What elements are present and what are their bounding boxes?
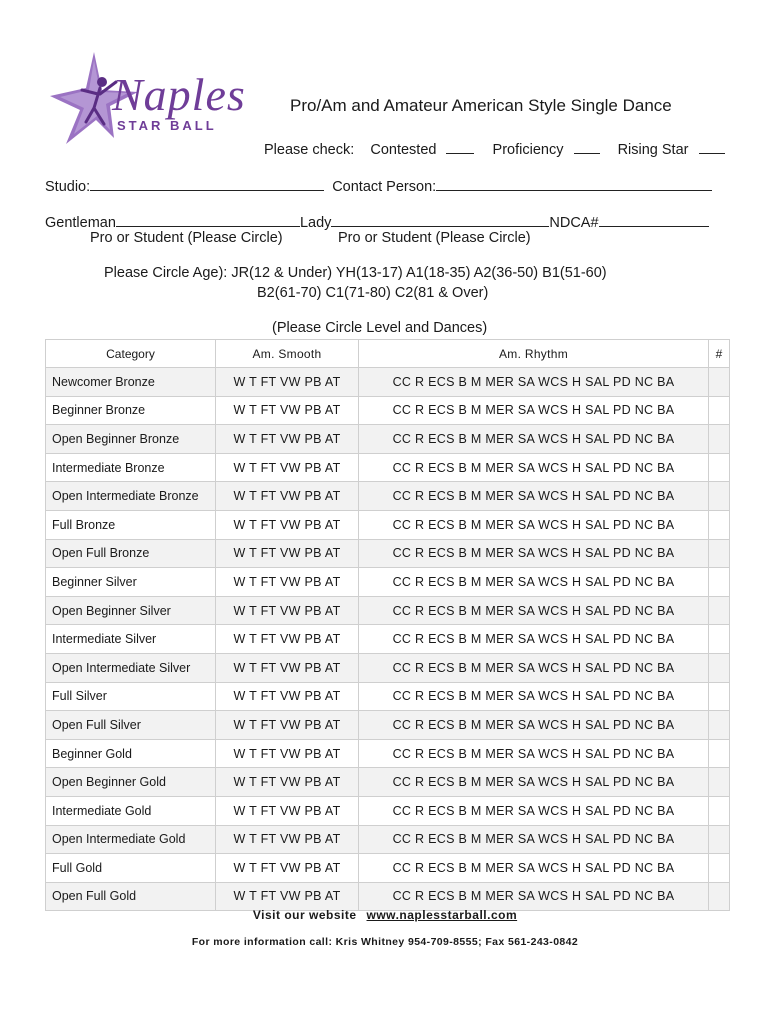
category-cell: Open Beginner Gold: [46, 768, 216, 797]
header-rhythm: Am. Rhythm: [359, 340, 709, 368]
table-row: [46, 739, 730, 768]
smooth-dances-cell[interactable]: W T FT VW PB AT: [216, 368, 359, 397]
entry-number-cell[interactable]: [709, 510, 730, 539]
rhythm-dances-cell[interactable]: CC R ECS B M MER SA WCS H SAL PD NC BA: [359, 368, 709, 397]
smooth-dances-cell[interactable]: W T FT VW PB AT: [216, 482, 359, 511]
entry-number-cell[interactable]: [709, 453, 730, 482]
smooth-dances-cell[interactable]: W T FT VW PB AT: [216, 882, 359, 911]
gentleman-pro-student: Pro or Student (Please Circle): [90, 230, 283, 246]
dance-table: [45, 339, 730, 911]
entry-number-cell[interactable]: [709, 396, 730, 425]
entry-number-cell[interactable]: [709, 854, 730, 883]
gentleman-field[interactable]: [116, 212, 300, 227]
rhythm-dances-cell[interactable]: CC R ECS B M MER SA WCS H SAL PD NC BA: [359, 596, 709, 625]
lady-pro-student: Pro or Student (Please Circle): [338, 230, 531, 246]
table-row: [46, 768, 730, 797]
age-line-2: B2(61-70) C1(71-80) C2(81 & Over): [257, 285, 489, 301]
category-cell: Open Intermediate Bronze: [46, 482, 216, 511]
category-cell: Open Intermediate Silver: [46, 653, 216, 682]
category-cell: Open Beginner Silver: [46, 596, 216, 625]
contact-label: Contact Person:: [332, 179, 437, 195]
category-cell: Beginner Gold: [46, 739, 216, 768]
table-row: [46, 854, 730, 883]
smooth-dances-cell[interactable]: W T FT VW PB AT: [216, 596, 359, 625]
studio-row: [45, 176, 712, 195]
option-rising-star: Rising Star: [617, 142, 689, 158]
smooth-dances-cell[interactable]: W T FT VW PB AT: [216, 510, 359, 539]
category-cell: Full Bronze: [46, 510, 216, 539]
gentleman-label: Gentleman: [45, 215, 116, 231]
rhythm-dances-cell[interactable]: CC R ECS B M MER SA WCS H SAL PD NC BA: [359, 653, 709, 682]
check-prompt: Please check:: [264, 142, 355, 158]
entry-number-cell[interactable]: [709, 539, 730, 568]
website-line: [0, 908, 770, 922]
category-cell: Full Gold: [46, 854, 216, 883]
smooth-dances-cell[interactable]: W T FT VW PB AT: [216, 825, 359, 854]
table-row: [46, 510, 730, 539]
entry-number-cell[interactable]: [709, 568, 730, 597]
rhythm-dances-cell[interactable]: CC R ECS B M MER SA WCS H SAL PD NC BA: [359, 482, 709, 511]
logo-subtitle: STAR BALL: [117, 118, 217, 133]
rhythm-dances-cell[interactable]: CC R ECS B M MER SA WCS H SAL PD NC BA: [359, 682, 709, 711]
rhythm-dances-cell[interactable]: CC R ECS B M MER SA WCS H SAL PD NC BA: [359, 768, 709, 797]
rhythm-dances-cell[interactable]: CC R ECS B M MER SA WCS H SAL PD NC BA: [359, 396, 709, 425]
rhythm-dances-cell[interactable]: CC R ECS B M MER SA WCS H SAL PD NC BA: [359, 854, 709, 883]
rhythm-dances-cell[interactable]: CC R ECS B M MER SA WCS H SAL PD NC BA: [359, 568, 709, 597]
smooth-dances-cell[interactable]: W T FT VW PB AT: [216, 653, 359, 682]
studio-label: Studio:: [45, 179, 91, 195]
category-cell: Intermediate Bronze: [46, 453, 216, 482]
rhythm-dances-cell[interactable]: CC R ECS B M MER SA WCS H SAL PD NC BA: [359, 453, 709, 482]
category-cell: Beginner Bronze: [46, 396, 216, 425]
smooth-dances-cell[interactable]: W T FT VW PB AT: [216, 711, 359, 740]
option-proficiency: Proficiency: [492, 142, 564, 158]
option-contested: Contested: [370, 142, 437, 158]
rhythm-dances-cell[interactable]: CC R ECS B M MER SA WCS H SAL PD NC BA: [359, 882, 709, 911]
smooth-dances-cell[interactable]: W T FT VW PB AT: [216, 796, 359, 825]
category-cell: Intermediate Gold: [46, 796, 216, 825]
smooth-dances-cell[interactable]: W T FT VW PB AT: [216, 425, 359, 454]
category-cell: Newcomer Bronze: [46, 368, 216, 397]
header-number: #: [709, 340, 730, 368]
contact-info: For more information call: Kris Whitney 954-709-8555; Fax 561-243-0842: [191, 936, 579, 948]
smooth-dances-cell[interactable]: W T FT VW PB AT: [216, 854, 359, 883]
logo-wordmark: Naples: [112, 69, 246, 120]
table-row: [46, 453, 730, 482]
rhythm-dances-cell[interactable]: CC R ECS B M MER SA WCS H SAL PD NC BA: [359, 825, 709, 854]
website-link[interactable]: www.naplesstarball.com: [366, 908, 518, 922]
category-cell: Intermediate Silver: [46, 625, 216, 654]
table-header-row: [46, 340, 730, 368]
visit-label: Visit our website: [252, 908, 357, 922]
rhythm-dances-cell[interactable]: CC R ECS B M MER SA WCS H SAL PD NC BA: [359, 796, 709, 825]
category-cell: Beginner Silver: [46, 568, 216, 597]
smooth-dances-cell[interactable]: W T FT VW PB AT: [216, 768, 359, 797]
smooth-dances-cell[interactable]: W T FT VW PB AT: [216, 739, 359, 768]
entry-number-cell[interactable]: [709, 596, 730, 625]
entry-number-cell[interactable]: [709, 682, 730, 711]
smooth-dances-cell[interactable]: W T FT VW PB AT: [216, 682, 359, 711]
smooth-dances-cell[interactable]: W T FT VW PB AT: [216, 396, 359, 425]
entry-number-cell[interactable]: [709, 625, 730, 654]
rhythm-dances-cell[interactable]: CC R ECS B M MER SA WCS H SAL PD NC BA: [359, 539, 709, 568]
competition-type-row: [264, 139, 725, 158]
contact-field[interactable]: [436, 176, 712, 191]
table-row: [46, 711, 730, 740]
table-row: [46, 653, 730, 682]
category-cell: Open Full Bronze: [46, 539, 216, 568]
smooth-dances-cell[interactable]: W T FT VW PB AT: [216, 568, 359, 597]
entry-number-cell[interactable]: [709, 425, 730, 454]
table-row: [46, 796, 730, 825]
entry-number-cell[interactable]: [709, 768, 730, 797]
proficiency-blank[interactable]: [574, 139, 600, 154]
category-cell: Open Intermediate Gold: [46, 825, 216, 854]
entry-number-cell[interactable]: [709, 825, 730, 854]
table-row: [46, 368, 730, 397]
rhythm-dances-cell[interactable]: CC R ECS B M MER SA WCS H SAL PD NC BA: [359, 625, 709, 654]
category-cell: Open Full Silver: [46, 711, 216, 740]
table-row: [46, 425, 730, 454]
studio-field[interactable]: [90, 176, 324, 191]
header-smooth: Am. Smooth: [216, 340, 359, 368]
rhythm-dances-cell[interactable]: CC R ECS B M MER SA WCS H SAL PD NC BA: [359, 711, 709, 740]
ndca-field[interactable]: [599, 212, 709, 227]
form-title: Pro/Am and Amateur American Style Single Dance: [290, 96, 672, 115]
entry-number-cell[interactable]: [709, 711, 730, 740]
lady-field[interactable]: [331, 212, 549, 227]
entry-number-cell[interactable]: [709, 739, 730, 768]
table-row: [46, 596, 730, 625]
table-row: [46, 482, 730, 511]
entry-number-cell[interactable]: [709, 482, 730, 511]
rising-star-blank[interactable]: [699, 139, 725, 154]
entry-number-cell[interactable]: [709, 796, 730, 825]
ndca-label: NDCA#: [549, 215, 599, 231]
entry-number-cell[interactable]: [709, 653, 730, 682]
rhythm-dances-cell[interactable]: CC R ECS B M MER SA WCS H SAL PD NC BA: [359, 510, 709, 539]
entry-number-cell[interactable]: [709, 368, 730, 397]
table-row: [46, 568, 730, 597]
table-row: [46, 825, 730, 854]
table-row: [46, 625, 730, 654]
lady-label: Lady: [299, 215, 332, 231]
category-cell: Full Silver: [46, 682, 216, 711]
contested-blank[interactable]: [446, 139, 474, 154]
rhythm-dances-cell[interactable]: CC R ECS B M MER SA WCS H SAL PD NC BA: [359, 425, 709, 454]
category-cell: Open Full Gold: [46, 882, 216, 911]
partner-row: [45, 212, 709, 231]
table-row: [46, 882, 730, 911]
table-row: [46, 396, 730, 425]
smooth-dances-cell[interactable]: W T FT VW PB AT: [216, 453, 359, 482]
age-line-1: Please Circle Age): JR(12 & Under) YH(13-17) A1(18-35) A2(36-50) B1(51-60): [104, 265, 607, 281]
table-row: [46, 539, 730, 568]
level-instruction: (Please Circle Level and Dances): [272, 320, 488, 336]
table-row: [46, 682, 730, 711]
header-category: Category: [46, 340, 216, 368]
smooth-dances-cell[interactable]: W T FT VW PB AT: [216, 539, 359, 568]
entry-number-cell[interactable]: [709, 882, 730, 911]
rhythm-dances-cell[interactable]: CC R ECS B M MER SA WCS H SAL PD NC BA: [359, 739, 709, 768]
smooth-dances-cell[interactable]: W T FT VW PB AT: [216, 625, 359, 654]
category-cell: Open Beginner Bronze: [46, 425, 216, 454]
